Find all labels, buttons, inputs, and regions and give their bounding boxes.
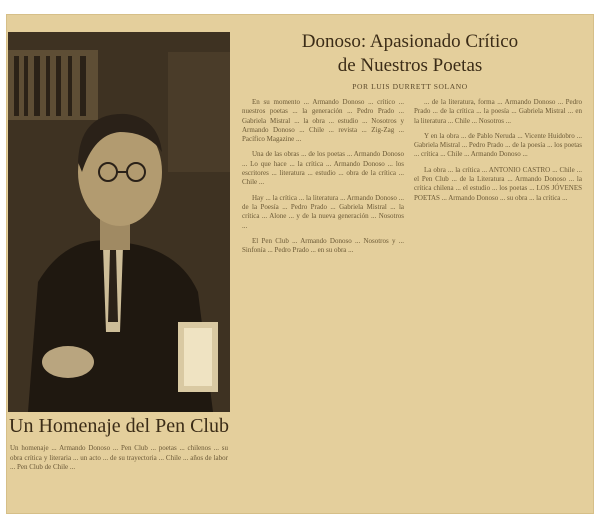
article-column-2	[414, 98, 582, 508]
paragraph: El Pen Club ... Armando Donoso ... Nosotros y ... Sinfonía ... Pedro Prado ... en su obra ...	[242, 236, 404, 255]
portrait-photo	[8, 32, 230, 412]
article-column-1	[242, 98, 404, 508]
paragraph: ... de la literatura, forma ... Armando Donoso ... Pedro Prado ... de la crítica ... la poesía ... Gabriela Mistral ... en la literatura ... Chile ... Nosotros ...	[414, 98, 582, 125]
paragraph: Una de las obras ... de los poetas ... Armando Donoso ... Lo que hace ... la crítica ... Armando Donoso ... los escritores ... literatura ... estudio ... obra de la crítica ... Chile ...	[242, 150, 404, 187]
photo-caption-text: Un homenaje ... Armando Donoso ... Pen Club ... poetas ... chilenos ... su obra crítica y literaria ... un acto ... de su trayectoria ... Chile ... años de labor ... Pen Club de Chile ...	[10, 444, 228, 471]
paragraph: La obra ... la crítica ... ANTONIO CASTRO ... Chile ... el Pen Club ... de la Literatura ... Armando Donoso ... la crítica chilena ... el estudio ... los poetas ... LOS JÓVENES POETAS ... Armando Donoso ... su obra ... la crítica ...	[414, 165, 582, 202]
paragraph: Hay ... la crítica ... la literatura ... Armando Donoso ... de la Poesía ... Pedro Prado ... Gabriela Mistral ... la crítica ... Alone ... y de la nueva generación ... Nosotros ...	[242, 193, 404, 230]
paragraph: En su momento ... Armando Donoso ... crítico ... nuestros poetas ... la generación ... Pedro Prado ... Gabriela Mistral ... la obra ... estudio ... Nosotros y Armando Donoso ... Chile ... revista ... Zig-Zag ... Pacífico Magazine ...	[242, 98, 404, 144]
byline: POR LUIS DURRETT SOLANO	[352, 82, 468, 91]
portrait-illustration	[8, 32, 230, 412]
title-line-1: Donoso: Apasionado Crítico	[301, 31, 519, 52]
section-headline: Un Homenaje del Pen Club	[9, 415, 229, 437]
paragraph: Y en la obra ... de Pablo Neruda ... Vicente Huidobro ... Gabriela Mistral ... Pedro Prado ... de la poesía ... los poetas ... crítica ... Chile ... Armando Donoso ...	[414, 131, 582, 159]
article-title	[240, 30, 580, 78]
title-line-2: de Nuestros Poetas	[337, 55, 483, 76]
